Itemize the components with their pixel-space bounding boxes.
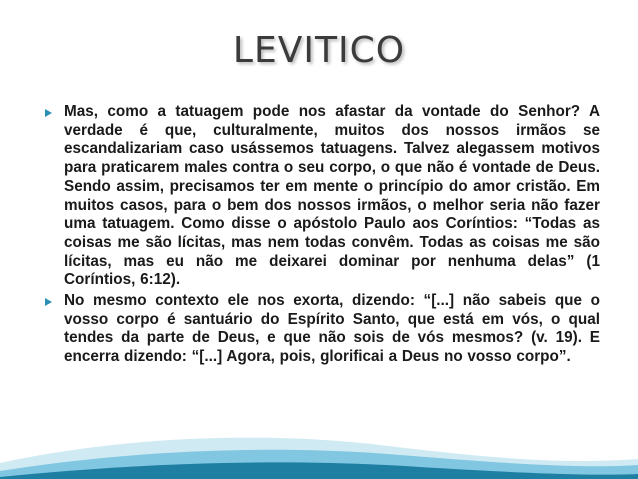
bullet-item: [42, 292, 600, 367]
slide-body: [42, 103, 600, 369]
triangle-bullet-icon: [45, 298, 52, 306]
wave-decoration: [0, 419, 638, 479]
slide-title: LEVITICO: [232, 30, 406, 71]
triangle-bullet-icon: [45, 109, 52, 117]
bullet-item: [42, 103, 600, 290]
bullet-text: Mas, como a tatuagem pode nos afastar da vontade do Senhor? A verdade é que, culturalmente, muitos dos nossos irmãos se escandalizariam caso usássemos tatuagens. Talvez alegassem motivos para praticarem males contra o seu corpo, o que não é vontade de Deus. Sendo assim, precisamos ter em mente o princípio do amor cristão. Em muitos casos, para o bem dos nossos irmãos, o melhor seria não fazer uma tatuagem. Como disse o apóstolo Paulo aos Coríntios: “Todas as coisas me são lícitas, mas nem todas convêm. Todas as coisas me são lícitas, mas eu não me deixarei dominar por nenhuma delas” (1 Coríntios, 6:12).: [64, 103, 600, 289]
bullet-text: No mesmo contexto ele nos exorta, dizendo: “[...] não sabeis que o vosso corpo é santuário do Espírito Santo, que está em vós, o qual tendes da parte de Deus, e que não sois de vós mesmos? (v. 19). E encerra dizendo: “[...] Agora, pois, glorificai a Deus no vosso corpo”.: [64, 292, 600, 366]
